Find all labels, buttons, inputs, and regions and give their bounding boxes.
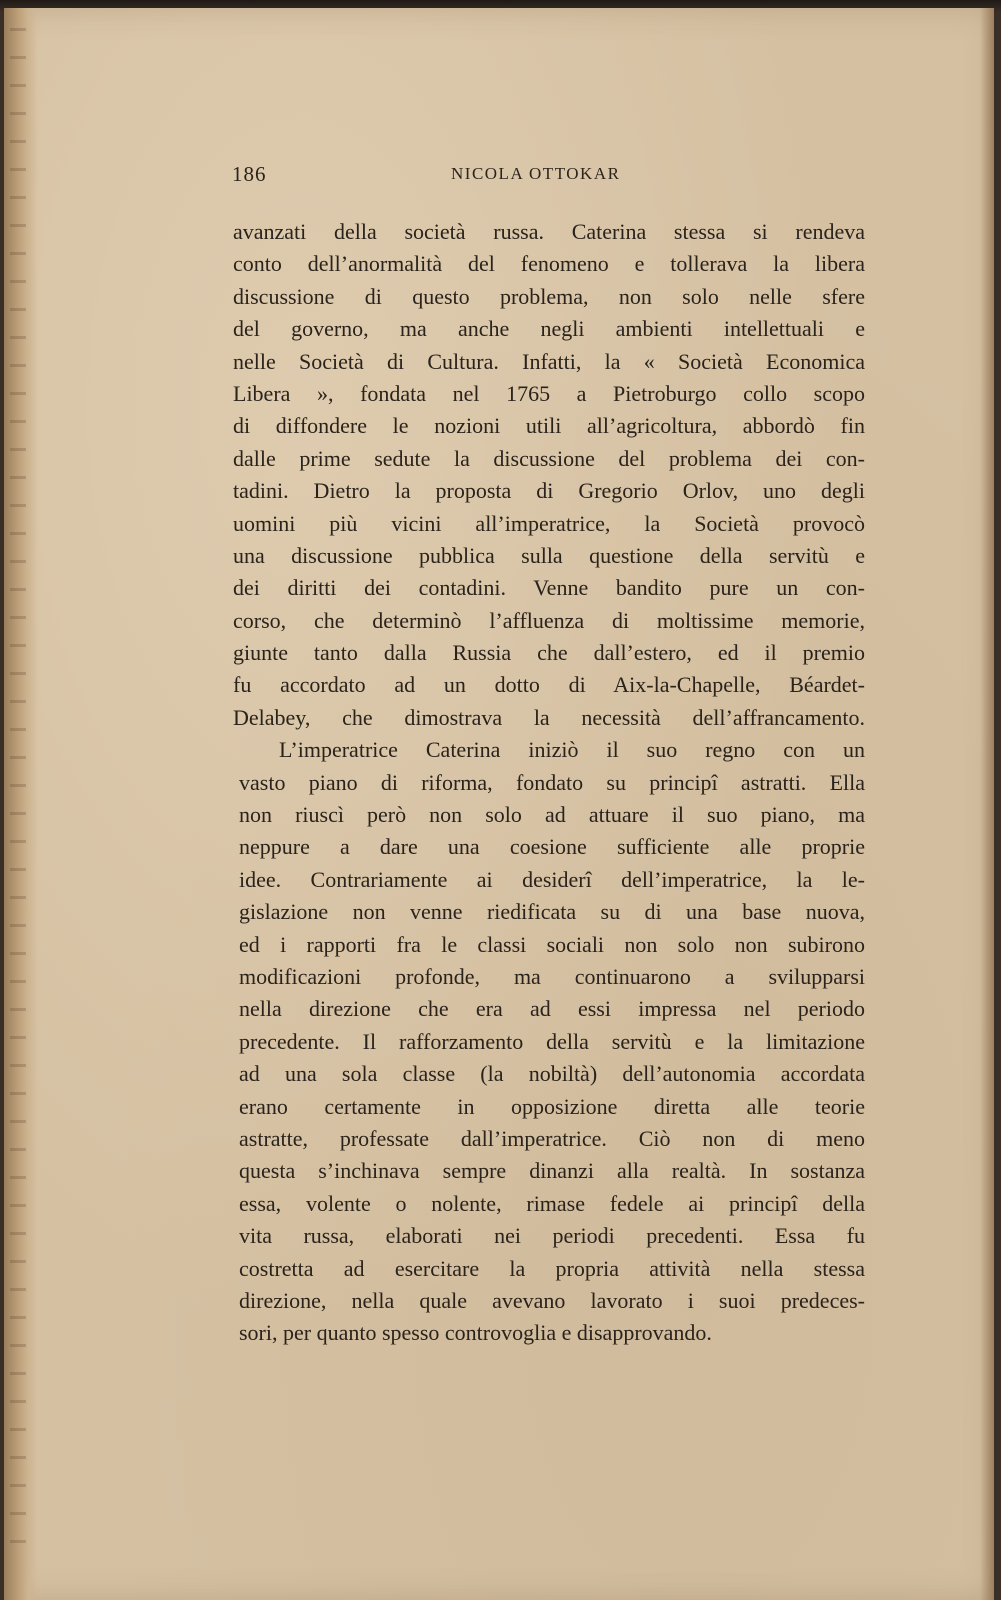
text-line: Libera », fondata nel 1765 a Pietroburgo collo scopo [233,380,865,406]
page-left-margin-stain [4,8,38,1600]
text-line: del governo, ma anche negli ambienti intellettuali e [233,316,865,342]
text-line: giunte tanto dalla Russia che dall’estero, ed il premio [233,640,865,666]
text-line: avanzati della società russa. Caterina stessa si rendeva [233,219,865,244]
paragraph-1 [233,216,865,734]
text-line: precedente. Il rafforzamento della servitù e la limitazione [239,1028,865,1054]
text-line: gislazione non venne riedificata su di una base nuova, [239,899,865,925]
torn-edge-marks [10,28,26,1568]
text-line: Delabey, che dimostrava la necessità dell’affrancamento. [233,704,865,730]
text-line: uomini più vicini all’imperatrice, la Società provocò [233,510,865,536]
text-line: fu accordato ad un dotto di Aix-la-Chapelle, Béardet- [233,672,865,698]
text-line: dalle prime sedute la discussione del problema dei con- [233,445,865,471]
text-line: dei diritti dei contadini. Venne bandito pure un con- [233,575,865,601]
text-line: erano certamente in opposizione diretta alle teorie [239,1093,865,1119]
text-line: una discussione pubblica sulla questione della servitù e [233,542,865,568]
text-line: ed i rapporti fra le classi sociali non solo non subirono [239,931,865,957]
text-line: non riuscì però non solo ad attuare il suo piano, ma [239,802,865,828]
text-line: neppure a dare una coesione sufficiente alle proprie [239,834,865,860]
text-line: nella direzione che era ad essi impressa nel periodo [239,996,865,1022]
text-line: sori, per quanto spesso controvoglia e disapprovando. [239,1320,712,1346]
text-line: nelle Società di Cultura. Infatti, la « Società Economica [233,348,865,374]
running-head: NICOLA OTTOKAR [451,164,621,183]
body-text [233,216,865,1350]
text-line: di diffondere le nozioni utili all’agricoltura, abbordò fin [233,413,865,439]
text-line: ad una sola classe (la nobiltà) dell’autonomia accordata [239,1061,865,1087]
text-line: discussione di questo problema, non solo nelle sfere [233,283,865,309]
text-line: tadini. Dietro la proposta di Gregorio Orlov, uno degli [233,478,865,504]
text-line: astratte, professate dall’imperatrice. Ciò non di meno [239,1125,865,1151]
text-line: costretta ad esercitare la propria attività nella stessa [239,1255,865,1281]
text-line: conto dell’anormalità del fenomeno e tollerava la libera [233,251,865,277]
text-line: direzione, nella quale avevano lavorato i suoi predeces- [239,1287,865,1313]
text-line: idee. Contrariamente ai desiderî dell’imperatrice, la le- [239,866,865,892]
text-line: modificazioni profonde, ma continuarono a svilupparsi [239,963,865,989]
page-number: 186 [232,162,267,186]
text-line: corso, che determinò l’affluenza di moltissime memorie, [233,607,865,633]
text-line: L’imperatrice Caterina iniziò il suo regno con un [279,737,865,763]
text-line: vita russa, elaborati nei periodi precedenti. Essa fu [239,1223,865,1249]
text-line: vasto piano di riforma, fondato su principî astratti. Ella [239,769,865,795]
page-header [232,162,864,190]
text-line: essa, volente o nolente, rimase fedele ai principî della [239,1190,865,1216]
page-right-edge-shadow [980,8,994,1600]
paragraph-2 [233,734,865,1349]
text-line: questa s’inchinava sempre dinanzi alla realtà. In sostanza [239,1158,865,1184]
